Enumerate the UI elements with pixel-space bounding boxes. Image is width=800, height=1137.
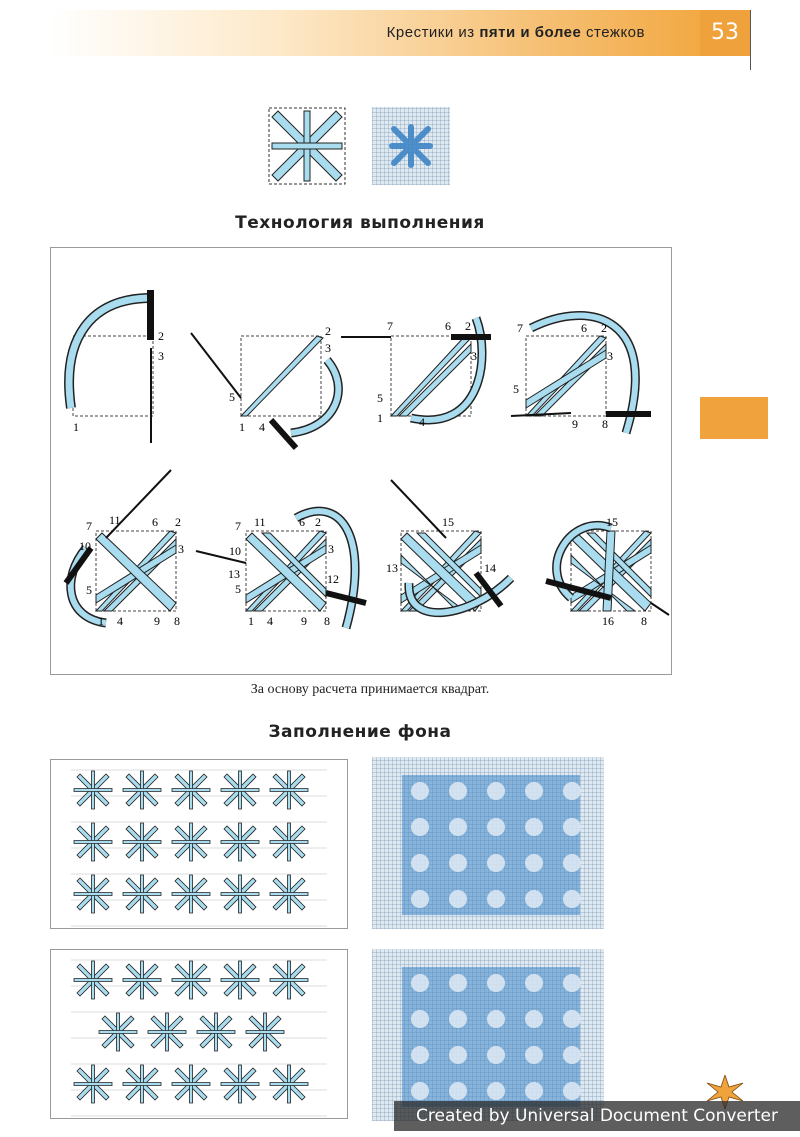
svg-text:6: 6 [152,515,158,529]
stitch-motif [221,1065,259,1103]
svg-text:7: 7 [86,519,92,533]
stitch-motif [270,823,308,861]
svg-text:4: 4 [117,614,123,628]
svg-text:9: 9 [301,614,307,628]
svg-text:9: 9 [572,417,578,431]
stitch-motif [74,771,112,809]
svg-text:4: 4 [259,420,265,434]
stitch-motif [270,875,308,913]
background-fill-heading: Заполнение фона [268,722,452,742]
svg-text:3: 3 [178,542,184,556]
stitch-motif [172,961,210,999]
svg-text:2: 2 [175,515,181,529]
stitch-motif [172,823,210,861]
svg-text:2: 2 [158,329,164,343]
svg-text:9: 9 [154,614,160,628]
svg-text:15: 15 [606,515,618,529]
svg-text:4: 4 [267,614,273,628]
svg-text:10: 10 [79,539,91,553]
step-4-diagram [511,316,651,433]
svg-text:1: 1 [73,420,79,434]
svg-text:5: 5 [513,382,519,396]
svg-text:2: 2 [325,324,331,338]
step-5-diagram [66,470,184,628]
svg-text:1: 1 [248,614,254,628]
stitch-motif [221,961,259,999]
svg-text:6: 6 [445,319,451,333]
svg-text:5: 5 [235,582,241,596]
step-2-diagram [191,324,338,448]
svg-text:4: 4 [419,415,425,429]
stitch-motif [221,875,259,913]
svg-text:1: 1 [98,614,104,628]
stitch-motif [270,771,308,809]
stitch-motif [270,1065,308,1103]
svg-text:5: 5 [229,390,235,404]
svg-text:15: 15 [442,515,454,529]
stitch-motif [74,1065,112,1103]
svg-text:2: 2 [601,321,607,335]
svg-text:7: 7 [387,319,393,333]
svg-text:16: 16 [602,614,614,628]
svg-text:8: 8 [174,614,180,628]
svg-text:3: 3 [607,349,613,363]
svg-text:5: 5 [86,583,92,597]
fill-pattern-photo-1 [372,757,604,929]
stitch-motif [221,823,259,861]
step-7-diagram [386,480,511,613]
stitch-motif [99,1013,137,1051]
svg-text:11: 11 [109,513,121,527]
stitch-motif [74,875,112,913]
side-tab [700,397,768,439]
svg-text:2: 2 [315,515,321,529]
stitch-motif [172,1065,210,1103]
svg-text:1: 1 [377,411,383,425]
stitch-motif [123,875,161,913]
stitch-motif [221,771,259,809]
svg-text:6: 6 [299,515,305,529]
diagram-caption: За основу расчета принимается квадрат. [250,682,490,697]
svg-text:6: 6 [581,321,587,335]
svg-text:14: 14 [484,561,496,575]
svg-text:1: 1 [239,420,245,434]
svg-text:3: 3 [471,349,477,363]
stitch-motif [123,1065,161,1103]
fill-pattern-diagram-1 [50,759,348,929]
technique-heading: Технология выполнения [235,213,485,233]
stitch-motif [123,823,161,861]
stitch-motif [172,771,210,809]
watermark: Created by Universal Document Converter [394,1101,800,1131]
svg-text:10: 10 [229,544,241,558]
svg-text:13: 13 [386,561,398,575]
svg-text:5: 5 [377,391,383,405]
svg-text:2: 2 [465,319,471,333]
stitch-motif [74,961,112,999]
svg-text:8: 8 [324,614,330,628]
svg-text:7: 7 [235,519,241,533]
stitch-motif [172,875,210,913]
stitch-motif [270,961,308,999]
svg-text:7: 7 [517,321,523,335]
stitch-motif [123,771,161,809]
svg-text:11: 11 [254,515,266,529]
fill-pattern-diagram-2 [50,949,348,1119]
page-title: Крестики из пяти и более стежков [386,24,645,41]
stitch-motif [123,961,161,999]
step-1-diagram [69,290,164,443]
svg-text:3: 3 [328,542,334,556]
stitch-motif [197,1013,235,1051]
technique-diagram-panel [50,247,672,675]
svg-text:13: 13 [228,567,240,581]
svg-text:8: 8 [641,614,647,628]
step-8-diagram [546,515,669,628]
technique-steps-svg [51,248,671,674]
step-3-diagram [341,318,491,429]
svg-text:12: 12 [327,572,339,586]
fill-pattern-photo-2 [372,949,604,1121]
header-divider [750,10,751,70]
stitch-sample-photo [372,107,450,185]
page-number: 53 [700,10,750,56]
step-6-diagram [196,511,366,628]
stitch-motif [246,1013,284,1051]
stitch-motif [74,823,112,861]
svg-text:3: 3 [325,341,331,355]
stitch-motif [148,1013,186,1051]
svg-text:3: 3 [158,349,164,363]
stitch-sample-diagram [268,107,346,185]
svg-text:8: 8 [602,417,608,431]
